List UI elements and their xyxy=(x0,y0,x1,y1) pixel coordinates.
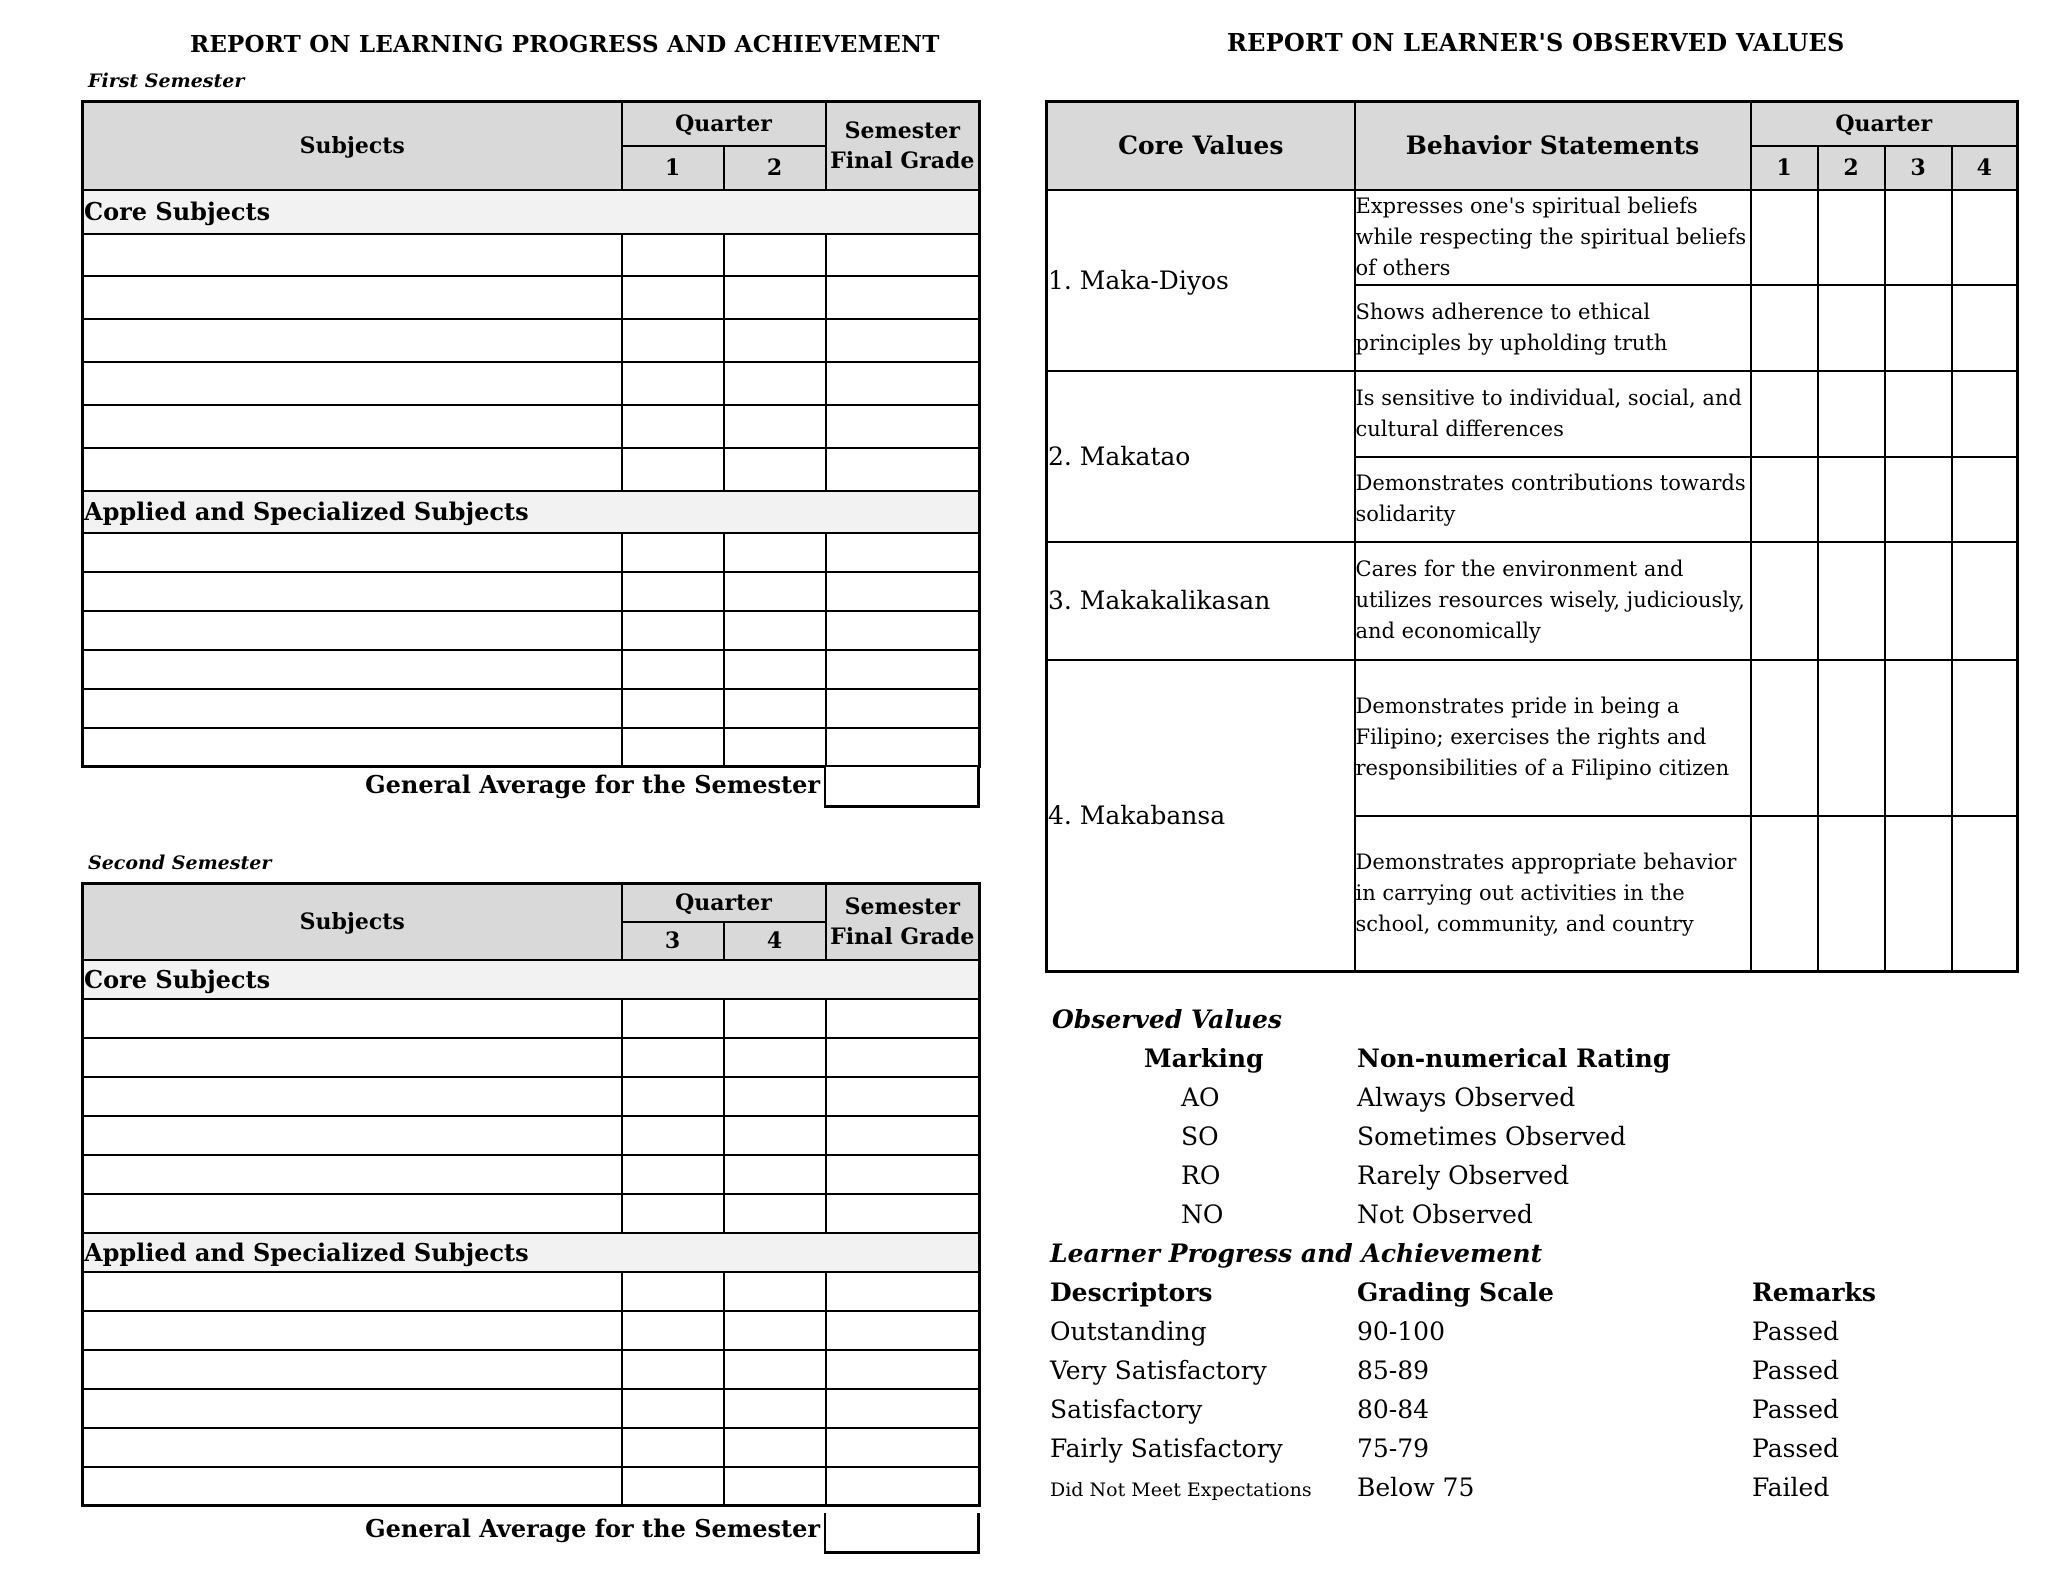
rating-cell[interactable] xyxy=(1818,371,1885,457)
marking-header: Marking xyxy=(1144,1044,1264,1073)
table-row xyxy=(83,276,980,319)
table-row xyxy=(83,1467,980,1506)
grade-cell[interactable] xyxy=(622,1467,724,1506)
table-row xyxy=(83,650,980,689)
quarter-header: Quarter xyxy=(622,884,826,922)
grade-cell[interactable] xyxy=(622,689,724,728)
grade-cell[interactable] xyxy=(622,276,724,319)
rating-cell[interactable] xyxy=(1952,816,2018,972)
rating-cell[interactable] xyxy=(1885,816,1952,972)
subject-cell[interactable] xyxy=(83,1311,622,1350)
table-row xyxy=(83,1350,980,1389)
table-row xyxy=(83,319,980,362)
table-row xyxy=(83,1311,980,1350)
rating-cell[interactable] xyxy=(1885,660,1952,816)
table-row xyxy=(83,572,980,611)
subject-cell[interactable] xyxy=(83,1116,622,1155)
rating-cell[interactable] xyxy=(1751,285,1818,371)
rating-cell[interactable] xyxy=(1885,457,1952,542)
subject-cell[interactable] xyxy=(83,405,622,448)
marking-code: RO xyxy=(1181,1161,1221,1190)
table-row xyxy=(83,1389,980,1428)
table-row xyxy=(83,1116,980,1155)
table-row xyxy=(83,1077,980,1116)
table-row xyxy=(83,728,980,767)
second-semester-label: Second Semester xyxy=(88,852,272,874)
final-grade-cell[interactable] xyxy=(826,1194,980,1233)
subject-cell[interactable] xyxy=(83,448,622,491)
descriptor: Did Not Meet Expectations xyxy=(1050,1479,1312,1501)
core-subjects-label: Core Subjects xyxy=(83,960,980,999)
quarter-3-header: 3 xyxy=(1885,146,1952,190)
core-value-makatao: 2. Makatao xyxy=(1047,371,1355,542)
remarks: Passed xyxy=(1752,1395,1840,1424)
behavior-statement: Demonstrates appropriate behavior in carrying out activities in the school, community, and country xyxy=(1355,816,1751,972)
marking-code: NO xyxy=(1181,1200,1224,1229)
rating-cell[interactable] xyxy=(1885,371,1952,457)
quarter-1-header: 1 xyxy=(622,146,724,190)
final-grade-cell[interactable] xyxy=(826,1155,980,1194)
rating-cell[interactable] xyxy=(1818,542,1885,660)
behavior-statement: Demonstrates pride in being a Filipino; exercises the rights and responsibilities of a Filipino citizen xyxy=(1355,660,1751,816)
rating-cell[interactable] xyxy=(1818,457,1885,542)
grade-cell[interactable] xyxy=(622,533,724,572)
grade-cell[interactable] xyxy=(724,1389,826,1428)
marking-rating: Rarely Observed xyxy=(1357,1161,1570,1190)
grade-cell[interactable] xyxy=(622,611,724,650)
table-row xyxy=(83,405,980,448)
semester-final-grade-header xyxy=(826,102,980,190)
behavior-statement: Demonstrates contributions towards solidarity xyxy=(1355,457,1751,542)
subject-cell[interactable] xyxy=(83,611,622,650)
grade-cell[interactable] xyxy=(724,1038,826,1077)
remarks: Failed xyxy=(1752,1473,1830,1502)
rating-cell[interactable] xyxy=(1751,457,1818,542)
core-value-maka-diyos: 1. Maka-Diyos xyxy=(1047,190,1355,371)
subject-cell[interactable] xyxy=(83,1194,622,1233)
applied-subjects-label: Applied and Specialized Subjects xyxy=(83,1233,980,1272)
table-row xyxy=(83,1194,980,1233)
rating-cell[interactable] xyxy=(1885,542,1952,660)
grade-cell[interactable] xyxy=(622,1077,724,1116)
grade-cell[interactable] xyxy=(622,405,724,448)
marking-code: SO xyxy=(1181,1122,1219,1151)
table-row xyxy=(83,689,980,728)
grade-cell[interactable] xyxy=(724,533,826,572)
final-grade-cell[interactable] xyxy=(826,999,980,1038)
descriptor: Fairly Satisfactory xyxy=(1050,1434,1283,1463)
behavior-statement: Is sensitive to individual, social, and cultural differences xyxy=(1355,371,1751,457)
grade-cell[interactable] xyxy=(724,1194,826,1233)
grade-cell[interactable] xyxy=(622,1311,724,1350)
grade-cell[interactable] xyxy=(724,1077,826,1116)
grade-cell[interactable] xyxy=(724,234,826,276)
subject-cell[interactable] xyxy=(83,1389,622,1428)
rating-cell[interactable] xyxy=(1952,285,2018,371)
subject-cell[interactable] xyxy=(83,650,622,689)
subject-cell[interactable] xyxy=(83,1077,622,1116)
final-grade-cell[interactable] xyxy=(826,650,980,689)
grade-cell[interactable] xyxy=(724,276,826,319)
subject-cell[interactable] xyxy=(83,572,622,611)
rating-cell[interactable] xyxy=(1818,660,1885,816)
final-grade-cell[interactable] xyxy=(826,1272,980,1311)
general-average-cell[interactable] xyxy=(824,767,980,808)
general-average-label: General Average for the Semester xyxy=(365,770,820,799)
final-grade-cell[interactable] xyxy=(826,689,980,728)
quarter-1-header: 1 xyxy=(1751,146,1818,190)
quarter-header: Quarter xyxy=(1751,102,2018,146)
observed-values-title: REPORT ON LEARNER'S OBSERVED VALUES xyxy=(1227,28,1845,57)
table-row xyxy=(83,1272,980,1311)
core-values-header: Core Values xyxy=(1047,102,1355,190)
subject-cell[interactable] xyxy=(83,362,622,405)
quarter-4-header: 4 xyxy=(724,922,826,960)
grade-cell[interactable] xyxy=(724,611,826,650)
rating-cell[interactable] xyxy=(1751,190,1818,285)
grade-cell[interactable] xyxy=(724,650,826,689)
behavior-statement: Expresses one's spiritual beliefs while respecting the spiritual beliefs of others xyxy=(1355,190,1751,285)
subject-cell[interactable] xyxy=(83,1272,622,1311)
final-grade-cell[interactable] xyxy=(826,1350,980,1389)
final-grade-cell[interactable] xyxy=(826,533,980,572)
table-row xyxy=(83,362,980,405)
grading-scale: 80-84 xyxy=(1357,1395,1430,1424)
grade-cell[interactable] xyxy=(724,1116,826,1155)
subject-cell[interactable] xyxy=(83,728,622,767)
table-row xyxy=(1047,542,2018,660)
grading-scale: 75-79 xyxy=(1357,1434,1430,1463)
grade-cell[interactable] xyxy=(724,1350,826,1389)
subject-cell[interactable] xyxy=(83,1155,622,1194)
rating-cell[interactable] xyxy=(1818,285,1885,371)
final-grade-cell[interactable] xyxy=(826,319,980,362)
subject-cell[interactable] xyxy=(83,533,622,572)
grade-cell[interactable] xyxy=(622,319,724,362)
rating-cell[interactable] xyxy=(1952,371,2018,457)
descriptor: Outstanding xyxy=(1050,1317,1207,1346)
quarter-4-header: 4 xyxy=(1952,146,2018,190)
marking-code: AO xyxy=(1181,1083,1220,1112)
final-grade-cell[interactable] xyxy=(826,611,980,650)
table-row xyxy=(83,1155,980,1194)
grade-cell[interactable] xyxy=(622,1389,724,1428)
grade-cell[interactable] xyxy=(622,572,724,611)
remarks: Passed xyxy=(1752,1317,1840,1346)
semester-label: Semester xyxy=(844,893,960,920)
grading-scale: 85-89 xyxy=(1357,1356,1430,1385)
final-grade-cell[interactable] xyxy=(826,1077,980,1116)
grade-cell[interactable] xyxy=(622,234,724,276)
rating-cell[interactable] xyxy=(1751,542,1818,660)
descriptor: Very Satisfactory xyxy=(1050,1356,1267,1385)
grade-cell[interactable] xyxy=(622,1155,724,1194)
final-grade-cell[interactable] xyxy=(826,1467,980,1506)
semester-label: Semester xyxy=(844,117,960,144)
subjects-header: Subjects xyxy=(83,884,622,960)
quarter-header: Quarter xyxy=(622,102,826,146)
subject-cell[interactable] xyxy=(83,1038,622,1077)
marking-rating: Sometimes Observed xyxy=(1357,1122,1626,1151)
final-grade-cell[interactable] xyxy=(826,362,980,405)
non-numerical-rating-header: Non-numerical Rating xyxy=(1357,1044,1671,1073)
final-grade-cell[interactable] xyxy=(826,728,980,767)
table-row xyxy=(83,533,980,572)
subject-cell[interactable] xyxy=(83,234,622,276)
behavior-statement: Cares for the environment and utilizes resources wisely, judiciously, and economically xyxy=(1355,542,1751,660)
grade-cell[interactable] xyxy=(724,448,826,491)
descriptors-header: Descriptors xyxy=(1050,1278,1213,1307)
grading-scale: Below 75 xyxy=(1357,1473,1475,1502)
semester-final-grade-header xyxy=(826,884,980,960)
table-row xyxy=(1047,660,2018,816)
grade-cell[interactable] xyxy=(622,1428,724,1467)
observed-values-legend-title: Observed Values xyxy=(1052,1005,1282,1034)
rating-cell[interactable] xyxy=(1751,816,1818,972)
core-value-makabansa: 4. Makabansa xyxy=(1047,660,1355,972)
grade-cell[interactable] xyxy=(724,728,826,767)
behavior-statements-header: Behavior Statements xyxy=(1355,102,1751,190)
grade-cell[interactable] xyxy=(622,1272,724,1311)
rating-cell[interactable] xyxy=(1818,190,1885,285)
final-grade-label: Final Grade xyxy=(830,147,975,174)
subject-cell[interactable] xyxy=(83,1428,622,1467)
table-row xyxy=(83,999,980,1038)
grade-cell[interactable] xyxy=(724,572,826,611)
grade-cell[interactable] xyxy=(724,405,826,448)
grade-cell[interactable] xyxy=(622,999,724,1038)
final-grade-label: Final Grade xyxy=(830,923,975,950)
table-row xyxy=(1047,371,2018,457)
applied-subjects-label: Applied and Specialized Subjects xyxy=(83,491,980,533)
grade-cell[interactable] xyxy=(724,1428,826,1467)
remarks-header: Remarks xyxy=(1752,1278,1876,1307)
grading-scale: 90-100 xyxy=(1357,1317,1445,1346)
first-semester-table xyxy=(81,100,981,768)
final-grade-cell[interactable] xyxy=(826,572,980,611)
descriptor: Satisfactory xyxy=(1050,1395,1203,1424)
rating-cell[interactable] xyxy=(1952,542,2018,660)
grade-cell[interactable] xyxy=(622,448,724,491)
core-value-makakalikasan: 3. Makakalikasan xyxy=(1047,542,1355,660)
grade-cell[interactable] xyxy=(622,1116,724,1155)
rating-cell[interactable] xyxy=(1885,190,1952,285)
final-grade-cell[interactable] xyxy=(826,234,980,276)
rating-cell[interactable] xyxy=(1751,660,1818,816)
general-average-cell[interactable] xyxy=(824,1513,980,1554)
table-row xyxy=(83,448,980,491)
rating-cell[interactable] xyxy=(1952,190,2018,285)
quarter-3-header: 3 xyxy=(622,922,724,960)
rating-cell[interactable] xyxy=(1818,816,1885,972)
subject-cell[interactable] xyxy=(83,689,622,728)
subjects-header: Subjects xyxy=(83,102,622,190)
final-grade-cell[interactable] xyxy=(826,1116,980,1155)
second-semester-table xyxy=(81,882,981,1507)
rating-cell[interactable] xyxy=(1952,660,2018,816)
table-row xyxy=(83,1038,980,1077)
first-semester-label: First Semester xyxy=(88,70,245,92)
table-row xyxy=(83,1428,980,1467)
grade-cell[interactable] xyxy=(622,650,724,689)
grade-cell[interactable] xyxy=(622,362,724,405)
grade-cell[interactable] xyxy=(724,362,826,405)
core-subjects-label: Core Subjects xyxy=(83,190,980,234)
observed-values-table xyxy=(1045,100,2019,973)
grade-cell[interactable] xyxy=(724,319,826,362)
rating-cell[interactable] xyxy=(1952,457,2018,542)
table-row xyxy=(83,611,980,650)
grade-cell[interactable] xyxy=(724,999,826,1038)
final-grade-cell[interactable] xyxy=(826,448,980,491)
subject-cell[interactable] xyxy=(83,1467,622,1506)
grade-cell[interactable] xyxy=(622,1194,724,1233)
grade-cell[interactable] xyxy=(724,1311,826,1350)
table-row xyxy=(83,234,980,276)
quarter-2-header: 2 xyxy=(724,146,826,190)
final-grade-cell[interactable] xyxy=(826,1311,980,1350)
grade-cell[interactable] xyxy=(724,1467,826,1506)
final-grade-cell[interactable] xyxy=(826,1038,980,1077)
grade-cell[interactable] xyxy=(724,1155,826,1194)
rating-cell[interactable] xyxy=(1885,285,1952,371)
subject-cell[interactable] xyxy=(83,276,622,319)
rating-cell[interactable] xyxy=(1751,371,1818,457)
subject-cell[interactable] xyxy=(83,1350,622,1389)
final-grade-cell[interactable] xyxy=(826,1428,980,1467)
quarter-2-header: 2 xyxy=(1818,146,1885,190)
general-average-label: General Average for the Semester xyxy=(365,1514,820,1543)
grading-scale-header: Grading Scale xyxy=(1357,1278,1554,1307)
remarks: Passed xyxy=(1752,1356,1840,1385)
grade-cell[interactable] xyxy=(622,1350,724,1389)
final-grade-cell[interactable] xyxy=(826,276,980,319)
grade-cell[interactable] xyxy=(622,1038,724,1077)
final-grade-cell[interactable] xyxy=(826,1389,980,1428)
remarks: Passed xyxy=(1752,1434,1840,1463)
table-row xyxy=(1047,190,2018,285)
marking-rating: Always Observed xyxy=(1357,1083,1576,1112)
grade-cell[interactable] xyxy=(724,689,826,728)
final-grade-cell[interactable] xyxy=(826,405,980,448)
grade-cell[interactable] xyxy=(724,1272,826,1311)
learner-progress-legend-title: Learner Progress and Achievement xyxy=(1050,1239,1543,1268)
behavior-statement: Shows adherence to ethical principles by upholding truth xyxy=(1355,285,1751,371)
subject-cell[interactable] xyxy=(83,999,622,1038)
grade-cell[interactable] xyxy=(622,728,724,767)
subject-cell[interactable] xyxy=(83,319,622,362)
marking-rating: Not Observed xyxy=(1357,1200,1533,1229)
learning-progress-title: REPORT ON LEARNING PROGRESS AND ACHIEVEMENT xyxy=(190,31,940,58)
